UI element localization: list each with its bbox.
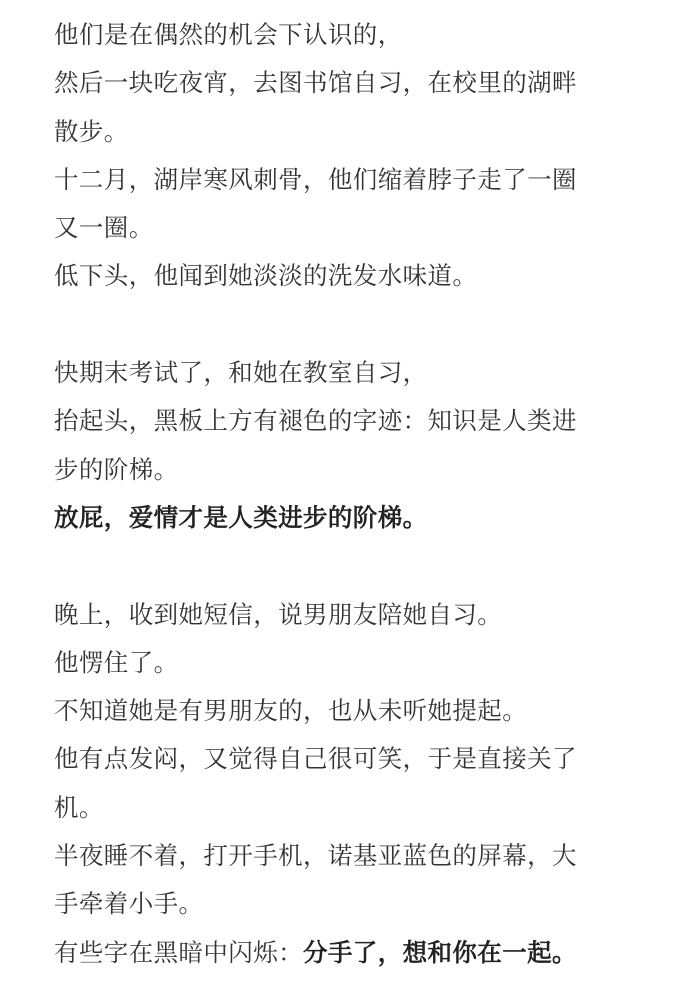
text-segment: 有些字在黑暗中闪烁： (54, 937, 303, 967)
text-line: 不知道她是有男朋友的，也从未听她提起。 (54, 696, 528, 726)
text-line: 散步。 (54, 116, 129, 146)
text-line: 他们是在偶然的机会下认识的， (54, 20, 403, 49)
text-line: 抬起头，黑板上方有褪色的字迹：知识是人类进 (54, 406, 577, 436)
text-line: 然后一块吃夜宵，去图书馆自习，在校里的湖畔 (54, 68, 577, 98)
text-line: 晚上，收到她短信，说男朋友陪她自习。 (54, 599, 503, 629)
text-line: 低下头，他闻到她淡淡的洗发水味道。 (54, 261, 478, 291)
mixed-text-line (54, 929, 654, 977)
text-line: 步的阶梯。 (54, 454, 179, 484)
text-line: 十二月，湖岸寒风刺骨，他们缩着脖子走了一圈 (54, 164, 577, 194)
paragraph-spacer (54, 542, 654, 590)
article-body (54, 11, 654, 977)
text-line: 他有点发闷，又觉得自己很可笑，于是直接关了 (54, 744, 577, 774)
text-line: 又一圈。 (54, 213, 154, 243)
bold-text-segment: 分手了，想和你在一起。 (303, 937, 577, 967)
text-line: 半夜睡不着，打开手机，诺基亚蓝色的屏幕，大 (54, 841, 577, 871)
paragraph-spacer (54, 301, 654, 349)
text-line: 手牵着小手。 (54, 889, 204, 919)
text-line: 机。 (54, 792, 104, 822)
text-line: 他愣住了。 (54, 647, 179, 677)
bold-text-line: 放屁，爱情才是人类进步的阶梯。 (54, 502, 428, 532)
text-line: 快期末考试了，和她在教室自习， (54, 358, 428, 388)
